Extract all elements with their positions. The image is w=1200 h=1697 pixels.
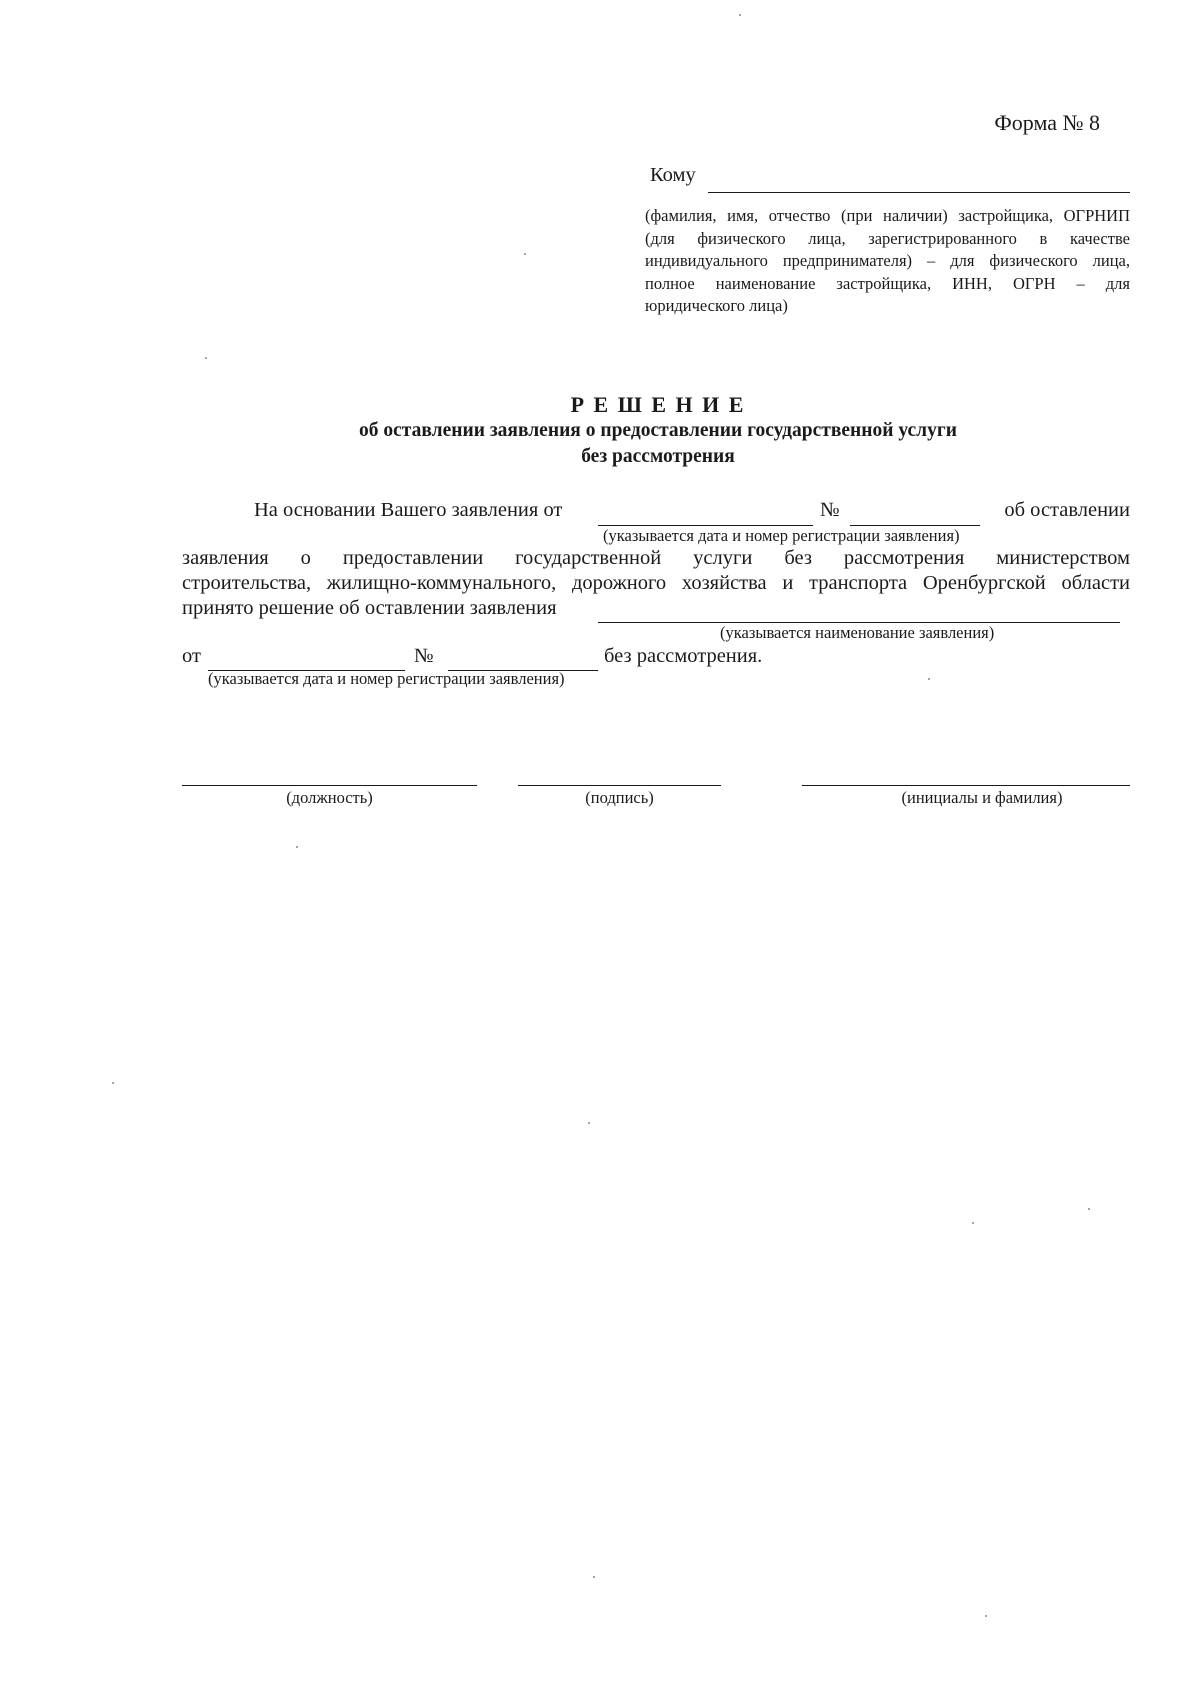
recipient-field-line[interactable] xyxy=(708,192,1130,193)
recipient-hint xyxy=(645,205,1130,318)
paragraph-line-4: принято решение об оставлении заявления xyxy=(182,597,557,619)
paragraph-intro: На основании Вашего заявления от xyxy=(254,499,563,521)
scan-speck xyxy=(593,1576,595,1578)
scan-speck xyxy=(972,1222,974,1224)
signature-caption: (подпись) xyxy=(585,788,654,807)
name-field[interactable] xyxy=(802,785,1130,786)
paragraph-end: без рассмотрения. xyxy=(604,645,763,667)
title-subtitle-2: без рассмотрения xyxy=(581,446,735,467)
recipient-hint-line: индивидуального предпринимателя) – для физического лица, xyxy=(645,251,1130,271)
recipient-label: Кому xyxy=(650,164,696,186)
signature-field[interactable] xyxy=(518,785,721,786)
scan-speck xyxy=(205,357,207,359)
scan-speck xyxy=(296,846,298,848)
recipient-hint-line: юридического лица) xyxy=(645,296,788,316)
document-title xyxy=(0,392,1200,470)
paragraph-line-2: заявления о предоставлении государственной услуги без рассмотрения министерством xyxy=(182,547,1130,569)
scan-speck xyxy=(112,1082,114,1084)
scan-speck xyxy=(985,1615,987,1617)
recipient-hint-line: полное наименование застройщика, ИНН, ОГРН – для xyxy=(645,273,1130,293)
number-sign-2: № xyxy=(414,645,434,667)
title-subtitle-1: об оставлении заявления о предоставлении государственной услуги xyxy=(359,420,957,441)
recipient-hint-line: (фамилия, имя, отчество (при наличии) застройщика, ОГРНИП xyxy=(645,206,1130,225)
scan-speck xyxy=(928,678,930,680)
hint-date-number-1: (указывается дата и номер регистрации заявления) xyxy=(603,526,960,545)
paragraph-line-3: строительства, жилищно-коммунального, дорожного хозяйства и транспорта Оренбургской области xyxy=(182,572,1130,594)
paragraph-intro-end: об оставлении xyxy=(1004,499,1130,521)
position-field[interactable] xyxy=(182,785,477,786)
title-main: Р Е Ш Е Н И Е xyxy=(570,392,746,417)
hint-application-name: (указывается наименование заявления) xyxy=(720,623,995,642)
from-label: от xyxy=(182,645,201,667)
form-number: Форма № 8 xyxy=(994,110,1100,135)
scan-speck xyxy=(739,14,741,16)
scan-speck xyxy=(588,1122,590,1124)
scan-speck xyxy=(524,253,526,255)
scan-speck xyxy=(1088,1208,1090,1210)
recipient-hint-line: (для физического лица, зарегистрированного в качестве xyxy=(645,228,1130,248)
name-caption: (инициалы и фамилия) xyxy=(901,788,1063,807)
number-sign: № xyxy=(820,499,840,521)
hint-date-number-2: (указывается дата и номер регистрации заявления) xyxy=(208,669,565,688)
position-caption: (должность) xyxy=(286,788,373,807)
